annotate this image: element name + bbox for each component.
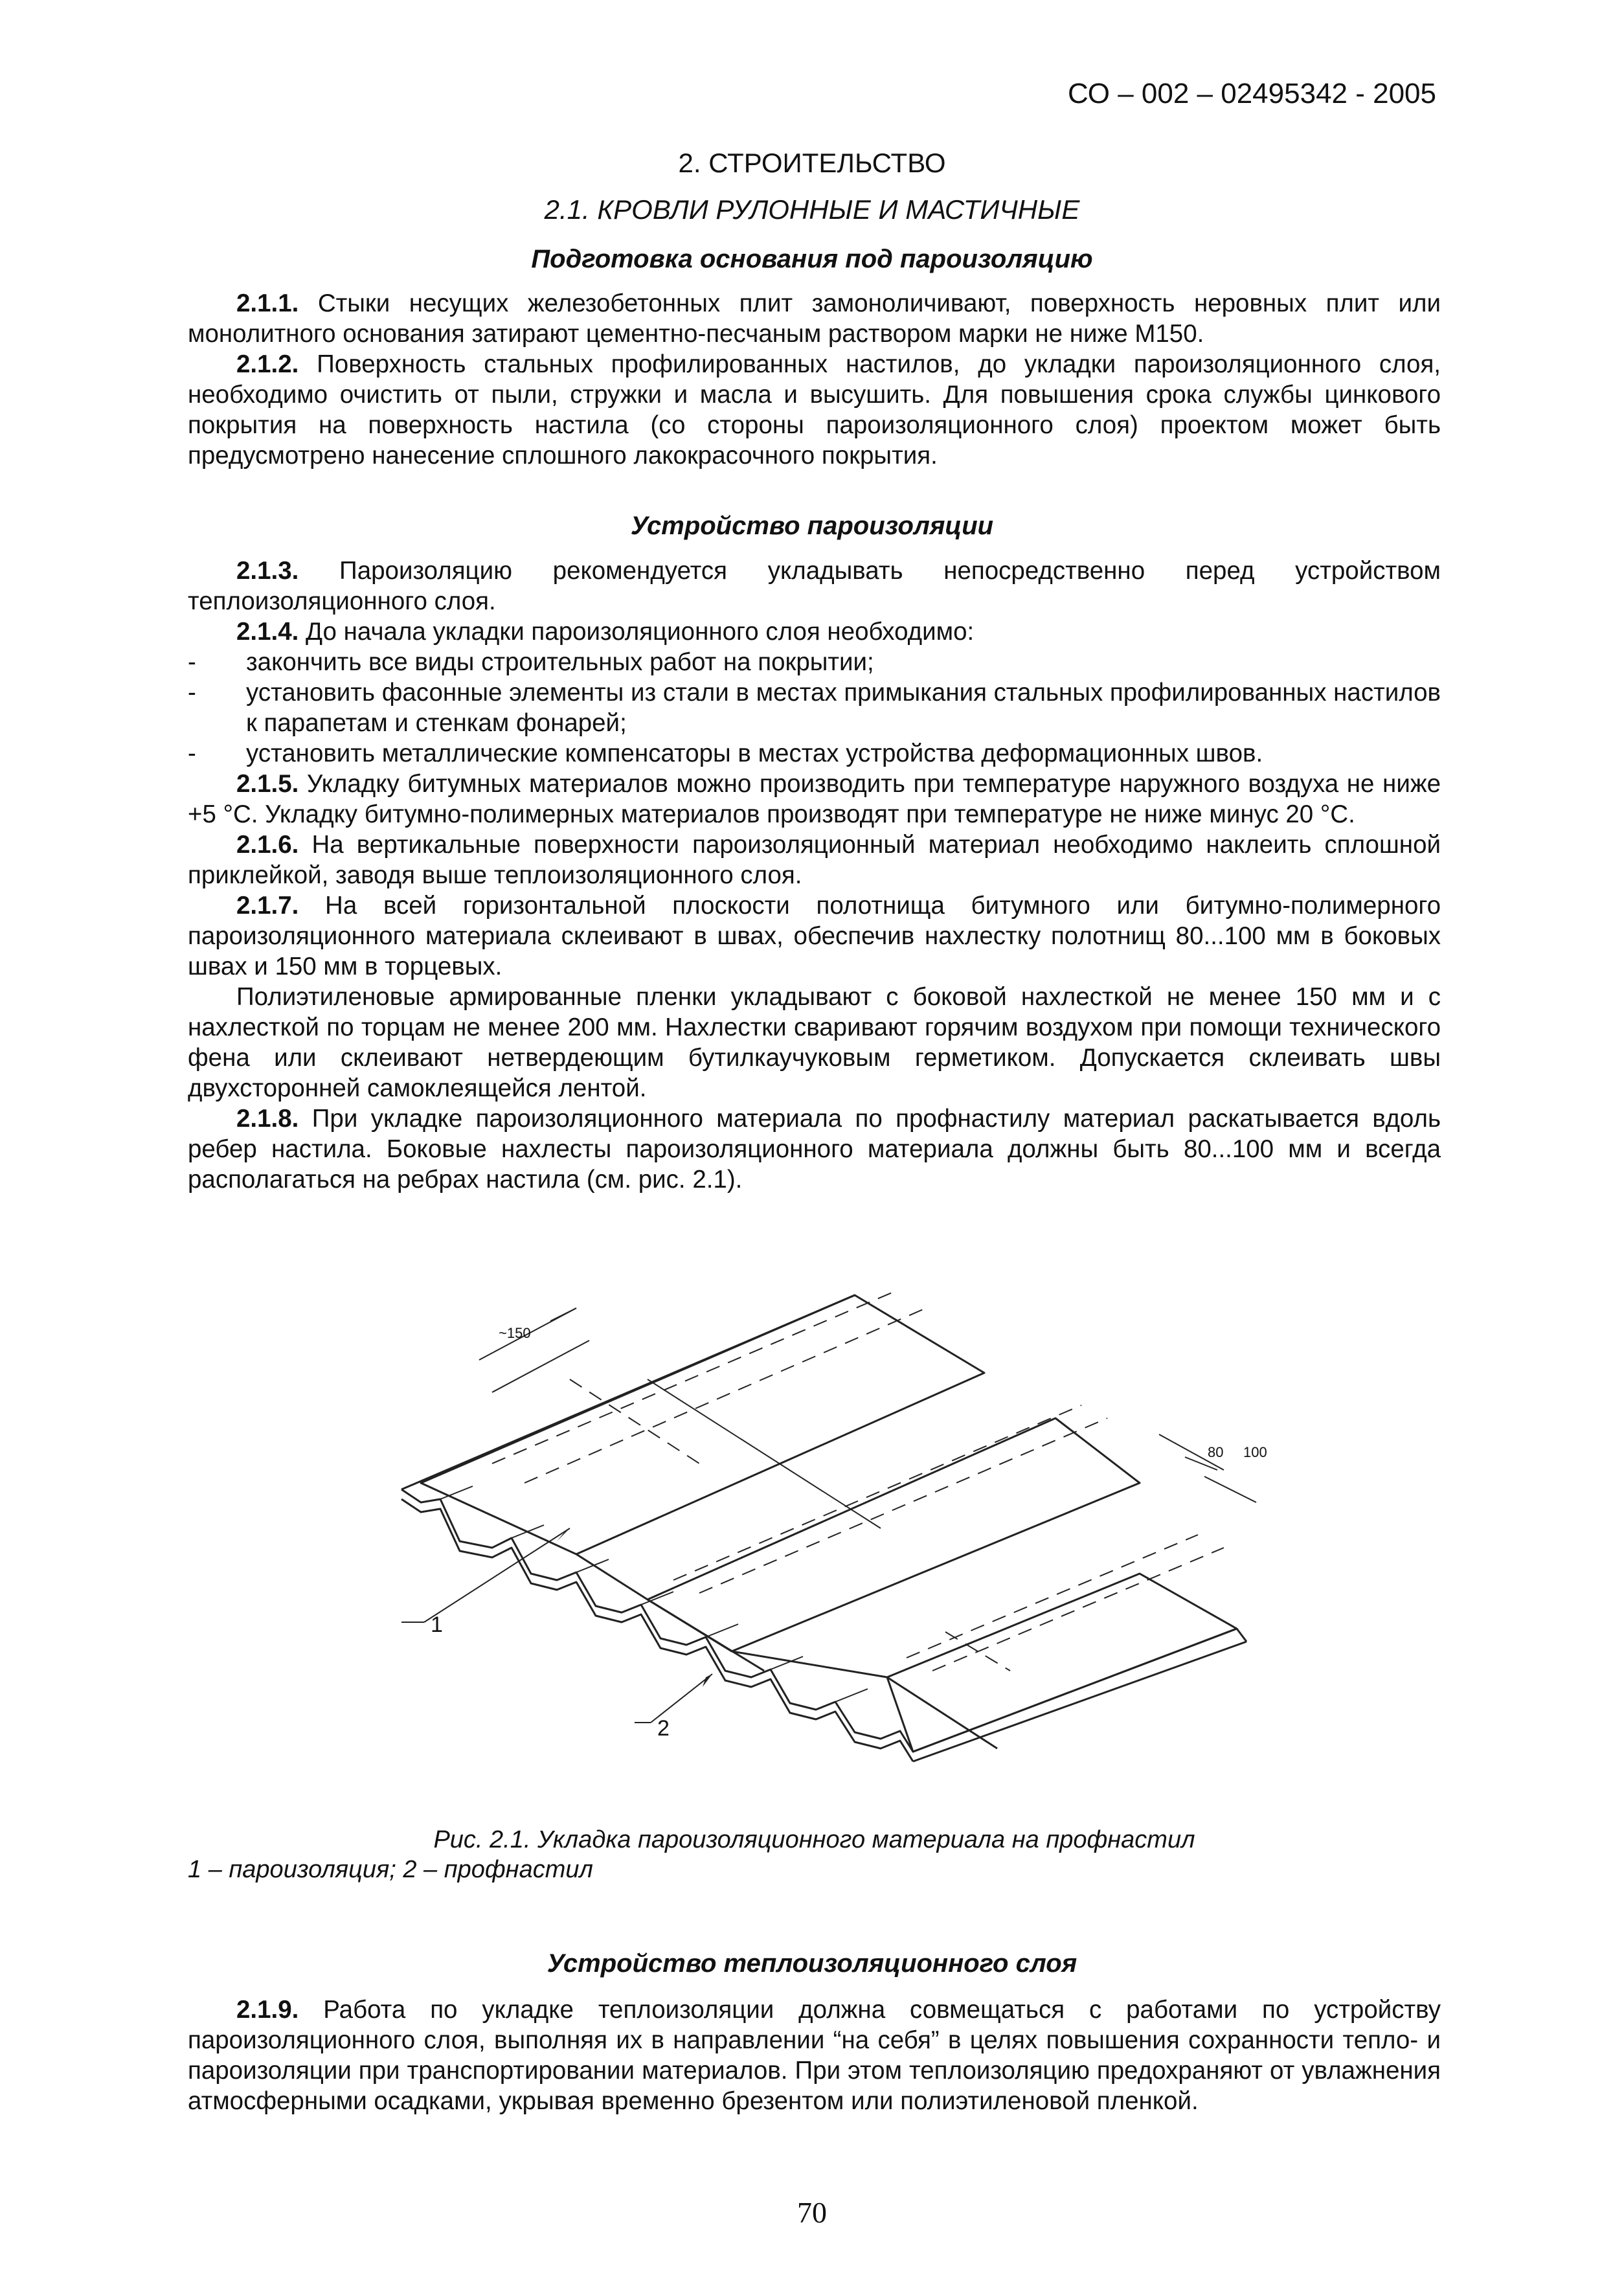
figure-caption-legend: 1 – пароизоляция; 2 – профнастил: [188, 1856, 593, 1883]
paragraph-2-1-3: 2.1.3. Пароизоляцию рекомендуется укладывать непосредственно перед устройством теплоизоляционного слоя.: [188, 557, 1441, 615]
subsection-title: 2.1. КРОВЛИ РУЛОННЫЕ И МАСТИЧНЫЕ: [544, 194, 1080, 225]
callout-2-leader: [651, 1674, 712, 1723]
figure-caption-title: Рис. 2.1. Укладка пароизоляционного материала на профнастил: [433, 1826, 1195, 1853]
callout-1-label: 1: [431, 1612, 443, 1637]
dimension-80-label: 80: [1208, 1444, 1224, 1460]
vapor-sheet-right: [887, 1574, 1237, 1752]
heading-vapor-barrier: Устройство пароизоляции: [630, 512, 994, 540]
paragraph-2-1-6: 2.1.6. На вертикальные поверхности пароизоляционный материал необходимо наклеить сплошной приклейкой, заводя выше теплоизоляционного слоя.: [188, 831, 1441, 889]
paragraph-2-1-7-films: Полиэтиленовые армированные пленки укладывают с боковой нахлесткой не менее 150 мм и с нахлесткой по торцам не менее 200 мм. Нахлестки сваривают горячим воздухом при помощи технического фена или склеивают нетвердеющим бутилкаучуковым герметиком. Допускается склеивать швы двухсторонней самоклеящейся лентой.: [188, 983, 1441, 1102]
callout-2-label: 2: [657, 1716, 670, 1741]
paragraph-2-1-8: 2.1.8. При укладке пароизоляционного материала по профнастилу материал раскатывается вдоль ребер настила. Боковые нахлесты пароизоляционного материала должны быть 80...100 мм и всегда располагаться на ребрах настила (см. рис. 2.1).: [188, 1105, 1441, 1193]
page-number: 70: [797, 2196, 827, 2229]
paragraph-2-1-2: 2.1.2. Поверхность стальных профилированных настилов, до укладки пароизоляционного слоя, необходимо очистить от пыли, стружки и масла и высушить. Для повышения срока службы цинкового покрытия на поверхность настила (со стороны пароизоляционного слоя) проектом может быть предусмотрено нанесение сплошного лакокрасочного покрытия.: [188, 350, 1441, 469]
dimension-150-label: ~150: [499, 1325, 531, 1341]
figure-caption: [188, 1825, 1441, 1884]
section-title: 2. СТРОИТЕЛЬСТВО: [678, 148, 946, 178]
paragraph-2-1-7: 2.1.7. На всей горизонтальной плоскости полотнища битумного или битумно-полимерного пароизоляционного материала склеивают в швах, обеспечив нахлестку полотнищ 80...100 мм в боковых швах и 150 мм в торцевых.: [188, 892, 1441, 980]
list-item: - установить фасонные элементы из стали в местах примыкания стальных профилированных настилов к парапетам и стенкам фонарей;: [188, 679, 1441, 737]
paragraph-2-1-4: 2.1.4. До начала укладки пароизоляционного слоя необходимо:: [236, 618, 975, 646]
figure-profiled-deck-diagram: [363, 1269, 1282, 1807]
vapor-sheet-middle: [648, 1418, 1140, 1651]
paragraph-2-1-1: 2.1.1. Стыки несущих железобетонных плит замоноличивают, поверхность неровных плит или монолитного основания затирают цементно-песчаным раствором марки не ниже М150.: [188, 289, 1441, 348]
paragraph-2-1-5: 2.1.5. Укладку битумных материалов можно производить при температуре наружного воздуха не ниже +5 °С. Укладку битумно-полимерных материалов производят при температуре не ниже минус 20 °С.: [188, 770, 1441, 828]
text-block-preparation: [188, 288, 1441, 471]
paragraph-2-1-9: 2.1.9. Работа по укладке теплоизоляции должна совмещаться с работами по устройству пароизоляционного слоя, выполняя их в направлении “на себя” в целях повышения сохранности тепло- и пароизоляции при транспортировании материалов. При этом теплоизоляцию предохраняют от увлажнения атмосферными осадками, укрывая временно брезентом или полиэтиленовой пленкой.: [188, 1996, 1441, 2115]
text-block-vapor-barrier: [188, 556, 1441, 1195]
document-code: СО – 002 – 02495342 - 2005: [1067, 78, 1436, 109]
heading-thermal-insulation: Устройство теплоизоляционного слоя: [547, 1949, 1077, 1978]
callout-1-leader: [424, 1528, 570, 1622]
list-item: - установить металлические компенсаторы в местах устройства деформационных швов.: [188, 740, 1263, 767]
heading-base-preparation: Подготовка основания под пароизоляцию: [531, 245, 1093, 273]
dimension-100-label: 100: [1243, 1444, 1267, 1460]
text-block-thermal-insulation: [188, 1995, 1441, 2116]
list-item: - закончить все виды строительных работ на покрытии;: [188, 648, 874, 676]
